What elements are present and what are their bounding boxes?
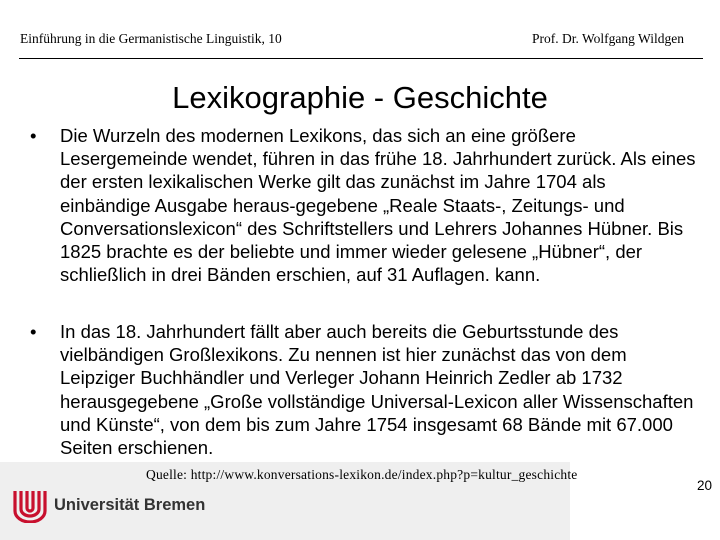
bullet-text: Die Wurzeln des modernen Lexikons, das sich an eine größere Lesergemeinde wendet, führen in das frühe 18. Jahrhundert zurück. Als eines der ersten lexikalischen Werke gilt das zunächst im Jahre 1704 als einbändige Ausgabe heraus-gegebene „Reale Staats-, Zeitungs- und Conversationslexicon“ des Schriftstellers und Lehrers Johannes Hübner. Bis 1825 brachte es der beliebte und immer wieder gelesene „Hübner“, der schließlich in drei Bänden erschien, auf 31 Auflagen. kann. (60, 125, 696, 286)
slide-title: Lexikographie - Geschichte (172, 80, 548, 115)
bullet-marker: • (30, 321, 37, 342)
bullet-text: In das 18. Jahrhundert fällt aber auch bereits die Geburtsstunde des vielbändigen Großlexikons. Zu nennen ist hier zunächst das von dem Leipziger Buchhändler und Verleger Johann Heinrich Zedler ab 1732 herausgegebene „Große vollständige Universal-Lexicon aller Wissenschaften und Künste“, von dem bis zum Jahre 1754 insgesamt 68 Bände mit 67.000 Seiten erschienen. (60, 321, 694, 459)
header-course-title: Einführung in die Germanistische Linguistik, 10 (20, 31, 282, 46)
university-bremen-logo-icon (12, 489, 48, 523)
bullet-item (30, 124, 700, 286)
source-citation: Quelle: http://www.konversations-lexikon.de/index.php?p=kultur_geschichte (146, 467, 578, 482)
page-number: 20 (696, 478, 712, 493)
bullet-marker: • (30, 125, 37, 146)
header-author: Prof. Dr. Wolfgang Wildgen (532, 31, 684, 46)
university-name: Universität Bremen (54, 496, 206, 514)
header-divider (19, 58, 703, 59)
bullet-item (30, 320, 700, 459)
